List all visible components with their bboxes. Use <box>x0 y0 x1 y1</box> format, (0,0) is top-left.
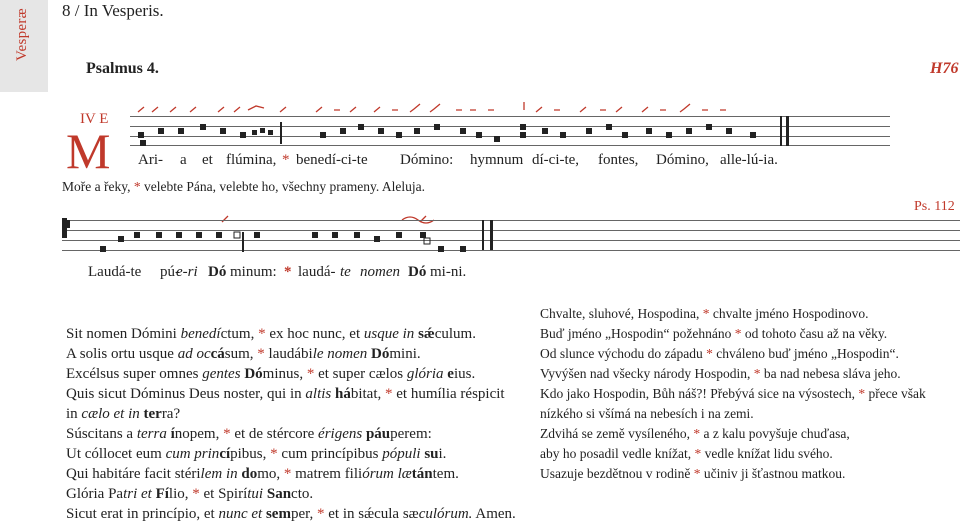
text-segment: Usazuje bezdětnou v rodině <box>540 466 694 481</box>
text-segment: * <box>306 366 315 382</box>
text-segment: vedle knížat lidu svého. <box>701 446 833 461</box>
text-segment: Glória Pa <box>66 486 124 502</box>
text-segment: A solis ortu usque <box>66 346 178 362</box>
text-segment: Moře a řeky, <box>62 179 134 194</box>
antiphon-translation <box>62 179 425 195</box>
text-segment: altis <box>305 386 332 402</box>
verse-line <box>540 344 926 364</box>
text-segment: od tohoto času až na věky. <box>741 326 888 341</box>
text-segment: et Spirí <box>199 486 248 502</box>
text-segment: nunc et <box>218 506 263 522</box>
syllable: Laudá-te <box>88 264 142 280</box>
text-segment: mo, <box>257 466 284 482</box>
page-header: 8 / In Vesperis. <box>62 1 164 20</box>
text-segment: usque in <box>363 326 415 342</box>
latin-verses <box>66 324 516 524</box>
text-segment: * <box>223 426 231 442</box>
syllable: flúmina, <box>226 152 277 168</box>
tone-staff <box>62 218 960 254</box>
verse-line <box>540 444 926 464</box>
text-segment: přece však <box>865 386 926 401</box>
text-segment: páu <box>362 426 391 442</box>
text-segment: læ <box>393 466 412 482</box>
text-segment: Zdvihá se země vysíleného, <box>540 426 694 441</box>
text-segment: * <box>693 426 701 441</box>
text-segment: San <box>263 486 292 502</box>
text-segment: cá <box>210 346 225 362</box>
text-segment: le nomen <box>312 346 368 362</box>
side-label: Vesperæ <box>14 8 30 61</box>
verse-line <box>66 464 516 484</box>
syllable: Dómino: <box>400 152 454 168</box>
text-segment: * <box>702 306 710 321</box>
text-segment: érigens <box>318 426 363 442</box>
syllable: dí-ci-te, <box>532 152 580 168</box>
syllable: te <box>340 264 351 280</box>
text-segment: ra? <box>161 406 181 422</box>
text-segment: órum <box>362 466 394 482</box>
text-segment: glória <box>406 366 444 382</box>
text-segment: í <box>166 426 175 442</box>
verse-line <box>540 324 926 344</box>
text-segment: culórum. <box>418 506 473 522</box>
text-segment: ctum, <box>220 326 259 342</box>
text-segment: sǽ <box>414 326 435 342</box>
asterisk: * <box>284 264 292 280</box>
text-segment: * <box>258 326 266 342</box>
text-segment: * <box>385 386 393 402</box>
asterisk: * <box>133 179 141 194</box>
text-segment: nopem, <box>174 426 224 442</box>
text-segment: Amen. <box>472 506 516 522</box>
text-segment: Dó <box>367 346 390 362</box>
text-segment: velebte Pána, velebte ho, všechny prameny. Aleluja. <box>140 179 426 194</box>
text-segment: do <box>237 466 258 482</box>
text-segment: Kdo jako Hospodin, Bůh náš?! Přebývá sice na výsostech, <box>540 386 859 401</box>
text-segment: * <box>694 446 702 461</box>
text-segment: matrem fili <box>291 466 363 482</box>
czech-verses <box>540 304 926 484</box>
text-segment: lem in <box>200 466 238 482</box>
verse-line <box>540 364 926 384</box>
text-segment: sem <box>262 506 291 522</box>
text-segment: Od slunce východu do západu <box>540 346 707 361</box>
text-segment: * <box>257 346 265 362</box>
text-segment: terra <box>136 426 167 442</box>
text-segment: Fí <box>151 486 169 502</box>
text-segment: Vyvýšen nad všecky národy Hospodin, <box>540 366 754 381</box>
tone-ref: Ps. 112 <box>914 199 955 214</box>
syllable: e-ri <box>176 264 198 280</box>
text-segment: Buď jméno „Hospodin“ požehnáno <box>540 326 735 341</box>
syllable: Dó <box>408 264 427 280</box>
text-segment: Sit nomen Dómini <box>66 326 181 342</box>
syllable: minum: <box>230 264 277 280</box>
text-segment: et super cælos <box>314 366 407 382</box>
syllable: Dó <box>208 264 227 280</box>
verse-line <box>66 504 516 524</box>
text-segment: chvalte jméno Hospodinovo. <box>709 306 869 321</box>
text-segment: tem. <box>432 466 459 482</box>
text-segment: per, <box>290 506 318 522</box>
text-segment: Qui habitáre facit stéri <box>66 466 201 482</box>
text-segment: Chvalte, sluhové, Hospodina, <box>540 306 703 321</box>
text-segment: ius. <box>453 366 476 382</box>
tone-lyrics <box>88 264 688 284</box>
syllable: a <box>180 152 187 168</box>
text-segment: cælo et in <box>81 406 140 422</box>
text-segment: cí <box>219 446 231 462</box>
text-segment: mini. <box>389 346 421 362</box>
verse-line <box>540 384 926 404</box>
syllable: fontes, <box>598 152 639 168</box>
text-segment: * <box>270 446 278 462</box>
verse-line <box>66 384 516 404</box>
text-segment: cum prin <box>165 446 220 462</box>
text-segment: chváleno buď jméno „Hospodin“. <box>712 346 899 361</box>
verse-line <box>540 404 926 424</box>
mode-label: IV E <box>80 111 109 127</box>
syllable: hymnum <box>470 152 524 168</box>
text-segment: * <box>192 486 200 502</box>
text-segment: * <box>858 386 866 401</box>
text-segment: * <box>317 506 325 522</box>
text-segment: Ut cóllocet eum <box>66 446 166 462</box>
verse-line <box>66 364 516 384</box>
text-segment: aby ho posadil vedle knížat, <box>540 446 695 461</box>
text-segment: su <box>420 446 439 462</box>
text-segment: perem: <box>390 426 432 442</box>
psalm-title: Psalmus 4. <box>86 60 159 77</box>
text-segment: e <box>443 366 454 382</box>
text-segment: * <box>693 466 701 481</box>
text-segment: učiniv ji šťastnou matkou. <box>700 466 846 481</box>
syllable: laudá- <box>298 264 336 280</box>
text-segment: tui <box>247 486 264 502</box>
syllable: mi-ni. <box>430 264 467 280</box>
text-segment: Dó <box>240 366 263 382</box>
text-segment: pibus, <box>230 446 271 462</box>
text-segment: tri et <box>123 486 152 502</box>
syllable: nomen <box>360 264 400 280</box>
text-segment: Quis sicut Dóminus Deus noster, qui in <box>66 386 306 402</box>
text-segment: et in sǽcula sæ <box>324 506 419 522</box>
text-segment: Sicut erat in princípio, et <box>66 506 219 522</box>
text-segment: * <box>753 366 761 381</box>
verse-line <box>540 464 926 484</box>
syllable: Ari- <box>138 152 163 168</box>
text-segment: ex hoc nunc, et <box>265 326 364 342</box>
text-segment: i. <box>438 446 447 462</box>
text-segment: * <box>734 326 742 341</box>
syllable: pú- <box>160 264 180 280</box>
antiphon-neumes <box>130 110 890 146</box>
text-segment: ba nad nebesa sláva jeho. <box>760 366 901 381</box>
text-segment: et humília réspicit <box>392 386 505 402</box>
tone-neumes <box>62 218 960 258</box>
text-segment: laudábi <box>264 346 313 362</box>
text-segment: benedí <box>180 326 221 342</box>
text-segment: cum princípibus <box>277 446 383 462</box>
verse-line <box>66 404 516 424</box>
verse-line <box>66 344 516 364</box>
text-segment: et de stércore <box>230 426 319 442</box>
antiphon-staff <box>130 110 890 146</box>
antiphon-lyrics <box>130 152 890 172</box>
text-segment: in <box>66 406 82 422</box>
verse-line <box>66 324 516 344</box>
verse-line <box>540 424 926 444</box>
text-segment: nízkého si všímá na nebesích i na zemi. <box>540 406 754 421</box>
text-segment: lio, <box>168 486 193 502</box>
syllable: et <box>202 152 213 168</box>
psalm-ref: H76 <box>930 60 959 77</box>
text-segment: gentes <box>202 366 241 382</box>
syllable: alle-lú-ia. <box>720 152 778 168</box>
asterisk: * <box>282 152 290 168</box>
text-segment: culum. <box>434 326 476 342</box>
text-segment: * <box>706 346 713 361</box>
text-segment: pópuli <box>382 446 421 462</box>
side-tab <box>0 0 48 92</box>
text-segment: ad oc <box>177 346 211 362</box>
verse-line <box>66 444 516 464</box>
text-segment: ter <box>139 406 162 422</box>
verse-line <box>66 424 516 444</box>
text-segment: sum, <box>224 346 258 362</box>
text-segment: cto. <box>291 486 314 502</box>
syllable: Dómino, <box>656 152 709 168</box>
syllable: benedí-ci-te <box>296 152 368 168</box>
text-segment: Excélsus super omnes <box>66 366 203 382</box>
verse-line <box>66 484 516 504</box>
text-segment: * <box>283 466 292 482</box>
text-segment: bitat, <box>350 386 386 402</box>
verse-line <box>540 304 926 324</box>
text-segment: tán <box>411 466 433 482</box>
text-segment: Súscitans a <box>66 426 137 442</box>
initial-letter: M <box>66 123 111 179</box>
text-segment: a z kalu povyšuje chuďasa, <box>700 426 850 441</box>
text-segment: há <box>331 386 351 402</box>
text-segment: minus, <box>262 366 307 382</box>
